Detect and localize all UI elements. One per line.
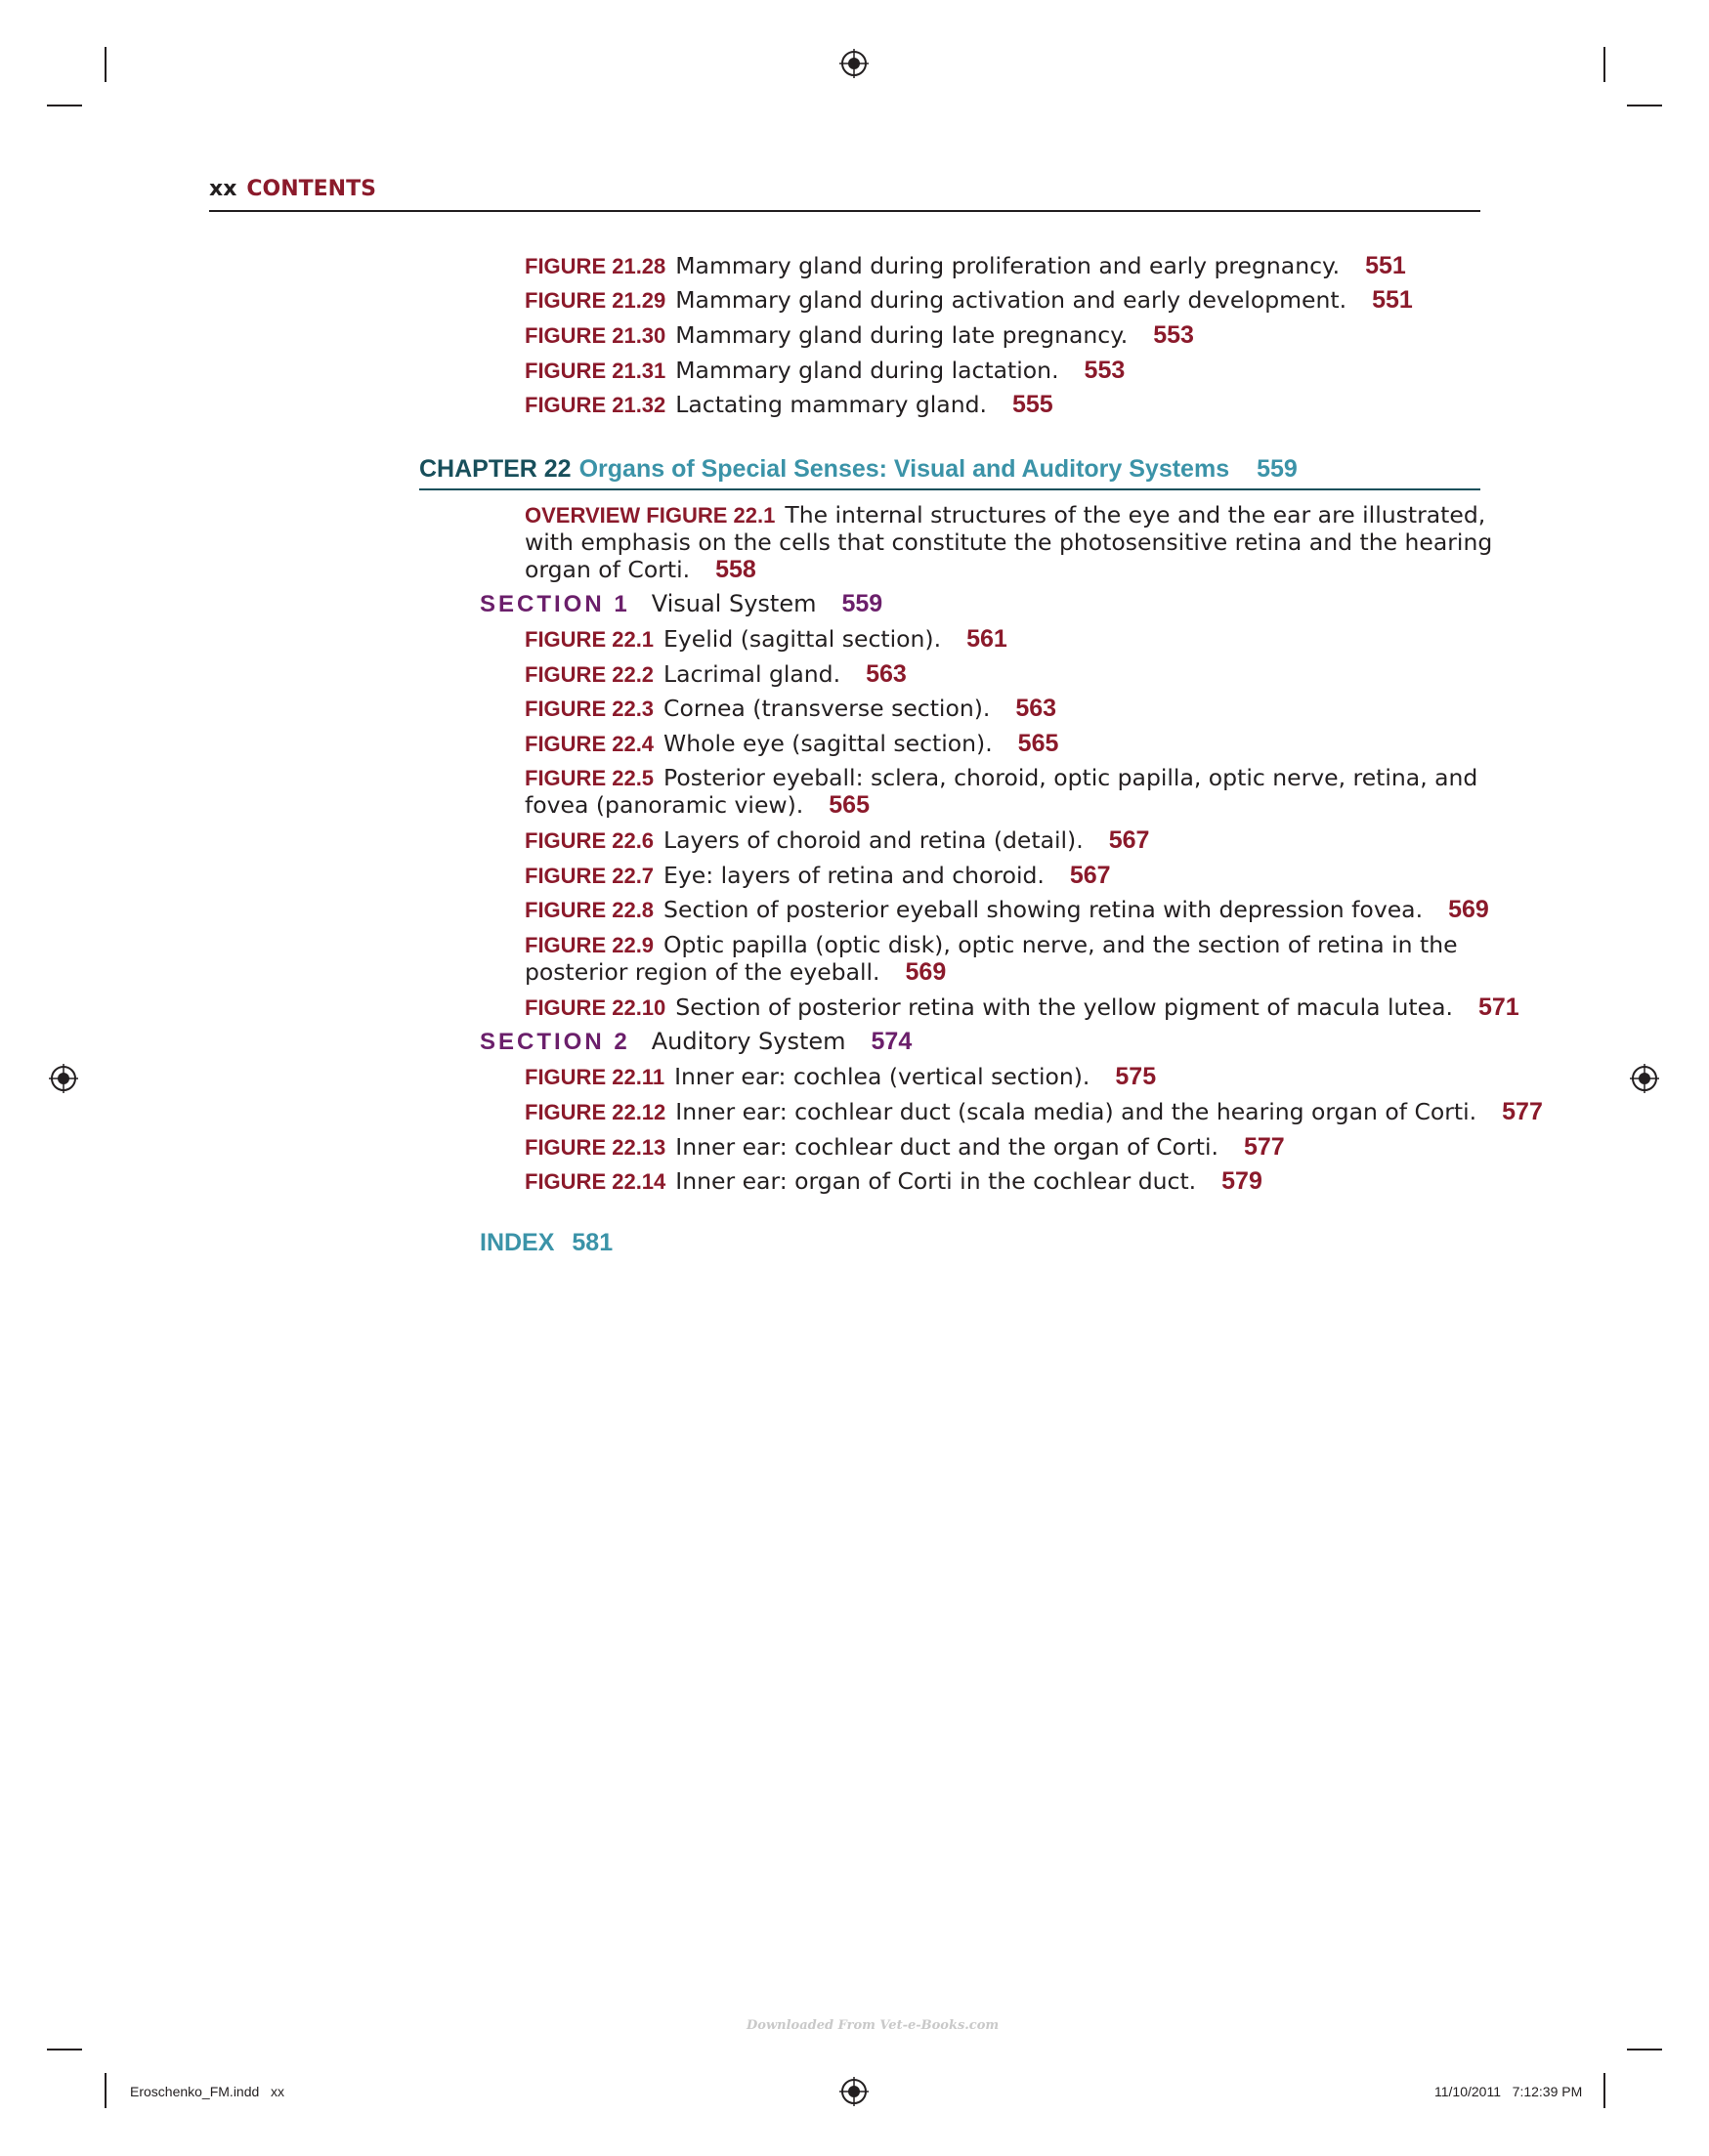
figure-label: FIGURE 22.5 [525, 766, 655, 790]
registration-mark-icon [839, 49, 869, 78]
figure-text: Inner ear: organ of Corti in the cochlear duct. [675, 1167, 1197, 1195]
toc-entry [525, 286, 1413, 315]
page-ref: 577 [1243, 1133, 1285, 1161]
toc-entry [525, 764, 1477, 792]
figure-text: Inner ear: cochlear duct and the organ of Corti. [675, 1133, 1218, 1161]
figure-label: FIGURE 21.32 [525, 393, 666, 417]
page-ref: 551 [1365, 252, 1406, 279]
figure-label: FIGURE 22.10 [525, 995, 666, 1020]
chapter-title: Organs of Special Senses: Visual and Auditory Systems [578, 455, 1230, 483]
figure-text: Cornea (transverse section). [663, 695, 991, 722]
figure-text: Whole eye (sagittal section). [663, 730, 993, 757]
crop-mark [47, 105, 82, 106]
toc-entry [525, 660, 907, 689]
figure-label: FIGURE 21.30 [525, 323, 666, 348]
figure-label: FIGURE 22.1 [525, 627, 655, 652]
toc-entry [525, 1063, 1156, 1091]
figure-label: FIGURE 22.3 [525, 697, 655, 721]
figure-label: FIGURE 21.28 [525, 254, 666, 278]
figure-text: Eye: layers of retina and choroid. [663, 862, 1045, 889]
registration-mark-icon [839, 2077, 869, 2106]
crop-mark [1627, 105, 1662, 106]
toc-entry [525, 252, 1406, 280]
figure-label: FIGURE 22.12 [525, 1100, 666, 1124]
figure-text: Mammary gland during activation and early development. [675, 286, 1347, 314]
section-label: SECTION 1 [480, 591, 630, 617]
figure-label: FIGURE 22.4 [525, 732, 655, 756]
crop-mark [105, 2073, 107, 2108]
index-entry [480, 1229, 613, 1257]
toc-entry [525, 391, 1053, 419]
figure-text: Mammary gland during late pregnancy. [675, 321, 1129, 349]
page-ref: 577 [1502, 1098, 1543, 1125]
figure-label: FIGURE 22.13 [525, 1135, 666, 1160]
chapter-label: CHAPTER 22 [419, 455, 572, 483]
figure-text: fovea (panoramic view). [525, 791, 804, 819]
toc-entry [525, 321, 1194, 350]
registration-mark-icon [1630, 1064, 1659, 1093]
toc-entry [525, 730, 1058, 758]
page-ref: 559 [841, 590, 883, 617]
figure-text: Section of posterior retina with the yellow pigment of macula lutea. [675, 993, 1453, 1021]
chapter-heading [419, 455, 1298, 484]
page-ref: 559 [1257, 455, 1298, 483]
figure-text: Mammary gland during lactation. [675, 357, 1059, 384]
page-ref: 567 [1069, 862, 1111, 889]
chapter-rule [419, 488, 1480, 490]
page-ref: 558 [715, 556, 756, 583]
section-title: Auditory System [651, 1028, 846, 1055]
page-ref: 571 [1477, 993, 1519, 1021]
toc-entry [525, 1167, 1262, 1196]
page-ref: 563 [1015, 695, 1057, 722]
crop-mark [105, 47, 107, 82]
footer-filename: Eroschenko_FM.indd xx [130, 2084, 284, 2099]
section-heading [480, 1027, 912, 1057]
figure-label: FIGURE 22.11 [525, 1065, 665, 1089]
toc-entry [525, 826, 1149, 855]
page-ref: 567 [1108, 826, 1150, 854]
toc-entry [525, 896, 1489, 924]
footer-timestamp: 11/10/2011 7:12:39 PM [1434, 2084, 1583, 2099]
page-number: xx [209, 177, 237, 201]
figure-text: Inner ear: cochlea (vertical section). [674, 1063, 1090, 1090]
figure-label: OVERVIEW FIGURE 22.1 [525, 503, 776, 528]
page-ref: 579 [1221, 1167, 1262, 1195]
figure-label: FIGURE 22.6 [525, 828, 655, 853]
running-header [209, 177, 376, 201]
page-ref: 563 [866, 660, 907, 688]
figure-text: Section of posterior eyeball showing retina with depression fovea. [663, 896, 1424, 923]
section-title: Visual System [651, 590, 817, 617]
page-ref: 565 [1017, 730, 1059, 757]
toc-entry [525, 862, 1111, 890]
figure-text: posterior region of the eyeball. [525, 958, 880, 986]
figure-label: FIGURE 22.9 [525, 933, 655, 957]
page-ref: 575 [1115, 1063, 1157, 1090]
toc-entry-continued [525, 791, 870, 819]
crop-mark [1627, 2049, 1662, 2050]
page-ref: 565 [829, 791, 870, 819]
figure-text: Optic papilla (optic disk), optic nerve, and the section of retina in the [663, 931, 1458, 958]
section-label: SECTION 2 [480, 1029, 630, 1055]
crop-mark [1603, 2073, 1605, 2108]
overview-text-line1: The internal structures of the eye and the ear are illustrated, [785, 501, 1486, 528]
figure-text: Posterior eyeball: sclera, choroid, optic papilla, optic nerve, retina, and [663, 764, 1478, 791]
index-label: INDEX [480, 1229, 555, 1256]
page-ref: 581 [572, 1229, 614, 1256]
toc-entry [525, 993, 1519, 1022]
toc-entry [525, 1133, 1285, 1162]
overview-entry [525, 501, 1485, 529]
overview-text-line2: with emphasis on the cells that constitute the photosensitive retina and the hearing [525, 528, 1493, 556]
page-ref: 569 [905, 958, 947, 986]
figure-label: FIGURE 22.7 [525, 864, 655, 888]
figure-label: FIGURE 22.14 [525, 1169, 666, 1194]
page-ref: 553 [1084, 357, 1126, 384]
crop-mark [1603, 47, 1605, 82]
figure-text: Layers of choroid and retina (detail). [663, 826, 1084, 854]
page-ref: 561 [966, 625, 1007, 653]
page-ref: 553 [1153, 321, 1194, 349]
toc-entry [525, 1098, 1543, 1126]
toc-entry [525, 625, 1007, 654]
section-heading [480, 589, 882, 619]
crop-mark [47, 2049, 82, 2050]
page-ref: 569 [1448, 896, 1489, 923]
figure-text: Inner ear: cochlear duct (scala media) and the hearing organ of Corti. [675, 1098, 1477, 1125]
toc-entry [525, 931, 1458, 959]
figure-label: FIGURE 21.29 [525, 288, 666, 313]
watermark: Downloaded From Vet-e-Books.com [747, 2018, 1000, 2033]
figure-text: Lactating mammary gland. [675, 391, 987, 418]
page-ref: 574 [871, 1028, 913, 1055]
overview-text-line3: organ of Corti. 558 [525, 556, 756, 583]
registration-mark-icon [49, 1064, 78, 1093]
page-ref: 551 [1372, 286, 1413, 314]
header-title: CONTENTS [246, 177, 376, 201]
figure-label: FIGURE 22.8 [525, 898, 655, 922]
figure-label: FIGURE 22.2 [525, 662, 655, 687]
toc-entry [525, 357, 1125, 385]
figure-text: Mammary gland during proliferation and early pregnancy. [675, 252, 1341, 279]
toc-entry-continued [525, 958, 946, 986]
figure-label: FIGURE 21.31 [525, 359, 666, 383]
figure-text: Eyelid (sagittal section). [663, 625, 942, 653]
toc-entry [525, 695, 1056, 723]
figure-text: Lacrimal gland. [663, 660, 841, 688]
page-ref: 555 [1011, 391, 1053, 418]
header-rule [209, 210, 1480, 212]
